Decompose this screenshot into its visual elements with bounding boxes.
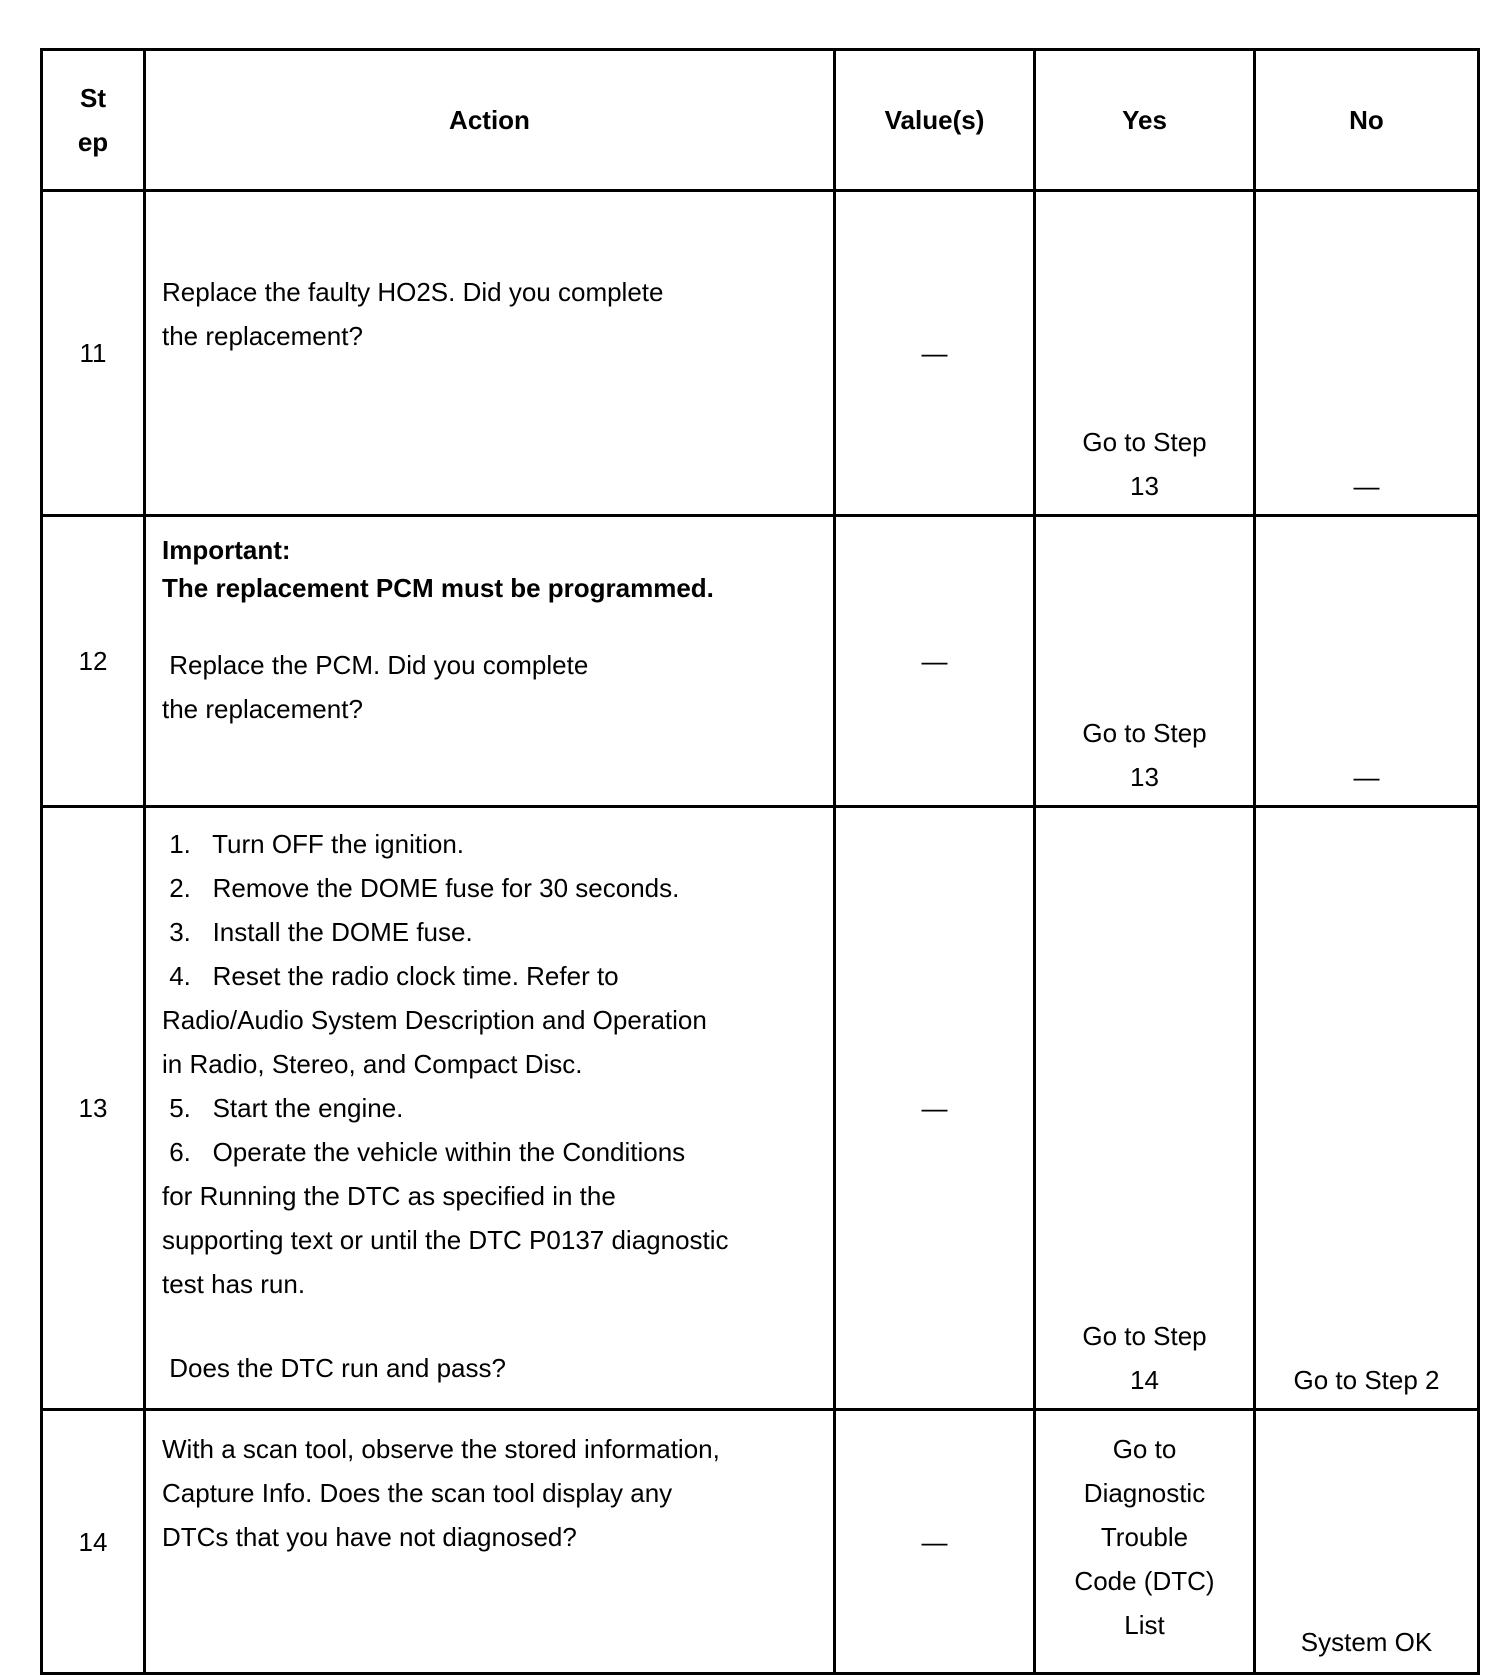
yes-line: Go to Step xyxy=(1082,1321,1207,1351)
action-line: 4. Reset the radio clock time. Refer to xyxy=(162,961,619,991)
header-row xyxy=(42,50,1479,191)
action-line: supporting text or until the DTC P0137 diagnostic xyxy=(162,1225,729,1255)
action-question: Does the DTC run and pass? xyxy=(162,1353,506,1383)
step-number: 11 xyxy=(42,191,145,516)
action-line: 6. Operate the vehicle within the Conditions xyxy=(162,1137,686,1167)
yes-line: List xyxy=(1124,1610,1165,1640)
yes-cell xyxy=(1035,191,1255,516)
action-line: Capture Info. Does the scan tool display any xyxy=(162,1478,673,1508)
action-line: 1. Turn OFF the ignition. xyxy=(162,829,465,859)
no-cell xyxy=(1255,1410,1479,1674)
yes-line: 13 xyxy=(1130,471,1159,501)
action-line: the replacement? xyxy=(162,694,363,724)
yes-line: Go to Step xyxy=(1082,427,1207,457)
action-line: Radio/Audio System Description and Operation xyxy=(162,1005,707,1035)
action-line: Replace the faulty HO2S. Did you complete xyxy=(162,277,664,307)
header-action: Action xyxy=(145,50,835,191)
table-row xyxy=(42,516,1479,807)
table-row xyxy=(42,191,1479,516)
action-line: 3. Install the DOME fuse. xyxy=(162,917,473,947)
step-number: 12 xyxy=(42,516,145,807)
no-line: Go to Step 2 xyxy=(1293,1365,1440,1395)
value-cell: — xyxy=(835,516,1035,807)
table-row xyxy=(42,807,1479,1410)
value-cell: — xyxy=(835,807,1035,1410)
no-cell: — xyxy=(1255,516,1479,807)
step-number: 14 xyxy=(42,1410,145,1674)
yes-line: Go to Step xyxy=(1082,718,1207,748)
yes-line: Trouble xyxy=(1100,1522,1189,1552)
header-yes: Yes xyxy=(1035,50,1255,191)
value-cell: — xyxy=(835,191,1035,516)
yes-cell xyxy=(1035,807,1255,1410)
action-cell xyxy=(145,516,835,807)
header-no: No xyxy=(1255,50,1479,191)
action-line: With a scan tool, observe the stored information, xyxy=(162,1434,720,1464)
yes-line: Code (DTC) xyxy=(1074,1566,1215,1596)
action-cell xyxy=(145,1410,835,1674)
action-line: for Running the DTC as specified in the xyxy=(162,1181,616,1211)
no-line: System OK xyxy=(1300,1627,1433,1657)
important-label: Important: xyxy=(162,535,291,565)
important-text: The replacement PCM must be programmed. xyxy=(162,573,714,603)
action-cell xyxy=(145,191,835,516)
header-values: Value(s) xyxy=(835,50,1035,191)
yes-line: 14 xyxy=(1130,1365,1159,1395)
step-number: 13 xyxy=(42,807,145,1410)
no-cell xyxy=(1255,807,1479,1410)
action-cell xyxy=(145,807,835,1410)
yes-line: 13 xyxy=(1130,762,1159,792)
action-line: DTCs that you have not diagnosed? xyxy=(162,1522,577,1552)
yes-cell xyxy=(1035,1410,1255,1674)
action-line: the replacement? xyxy=(162,321,363,351)
yes-line: Diagnostic xyxy=(1083,1478,1206,1508)
action-line: test has run. xyxy=(162,1269,306,1299)
action-line: in Radio, Stereo, and Compact Disc. xyxy=(162,1049,583,1079)
diagnostic-table xyxy=(40,48,1480,1675)
no-cell: — xyxy=(1255,191,1479,516)
yes-cell xyxy=(1035,516,1255,807)
action-line: 5. Start the engine. xyxy=(162,1093,404,1123)
header-step: St ep xyxy=(42,50,145,191)
value-cell: — xyxy=(835,1410,1035,1674)
table-row xyxy=(42,1410,1479,1674)
yes-line: Go to xyxy=(1112,1434,1177,1464)
action-line: 2. Remove the DOME fuse for 30 seconds. xyxy=(162,873,680,903)
action-line: Replace the PCM. Did you complete xyxy=(162,650,589,680)
